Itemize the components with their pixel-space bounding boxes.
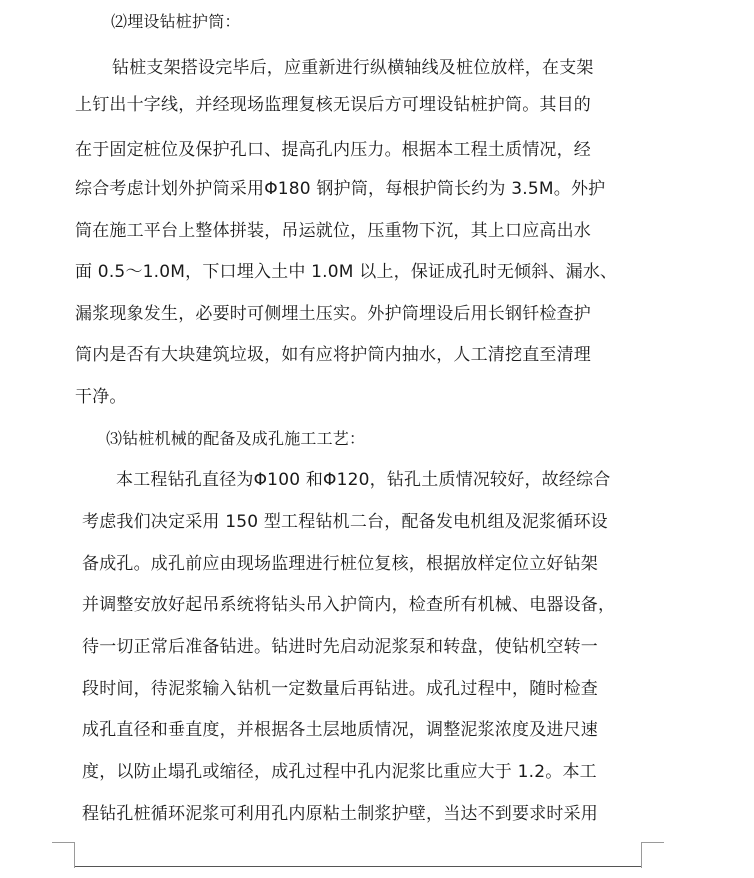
paragraph-line: 干净。 (75, 387, 127, 407)
crop-mark-left-horizontal (52, 842, 74, 843)
paragraph-line: 程钻孔桩循环泥浆可利用孔内原粘土制浆护壁，当达不到要求时采用 (82, 804, 598, 824)
paragraph-line: 成孔直径和垂直度，并根据各土层地质情况，调整泥浆浓度及进尺速 (82, 720, 598, 740)
page-bottom-boundary (74, 866, 642, 867)
paragraph-line: 备成孔。成孔前应由现场监理进行桩位复核，根据放样定位立好钻架 (82, 554, 598, 574)
paragraph-line: 待一切正常后准备钻进。钻进时先启动泥浆泵和转盘，使钻机空转一 (82, 637, 598, 657)
paragraph-line: 面 0.5～1.0M，下口埋入土中 1.0M 以上，保证成孔时无倾斜、漏水、 (75, 262, 618, 282)
section-heading-2: ⑵埋设钻桩护筒： (111, 12, 241, 31)
paragraph-line: 度，以防止塌孔或缩径，成孔过程中孔内泥浆比重应大于 1.2。本工 (82, 762, 597, 782)
paragraph-line: 综合考虑计划外护筒采用Φ180 钢护筒，每根护筒长约为 3.5M。外护 (75, 179, 606, 199)
paragraph-line: 考虑我们决定采用 150 型工程钻机二台，配备发电机组及泥浆循环设 (82, 512, 608, 532)
section-heading-3: ⑶钻桩机械的配备及成孔施工工艺： (106, 429, 366, 448)
paragraph-line: 漏浆现象发生，必要时可侧埋土压实。外护筒埋设后用长钢钎检查护 (75, 304, 591, 324)
crop-mark-right-vertical (641, 842, 642, 868)
paragraph-line: 筒内是否有大块建筑垃圾，如有应将护筒内抽水，人工清挖直至清理 (75, 345, 591, 365)
paragraph-line: 上钉出十字线，并经现场监理复核无误后方可埋设钻桩护筒。其目的 (75, 95, 591, 115)
paragraph-line: 筒在施工平台上整体拼装，吊运就位，压重物下沉，其上口应高出水 (75, 221, 591, 241)
paragraph-line: 在于固定桩位及保护孔口、提高孔内压力。根据本工程土质情况，经 (75, 140, 591, 160)
paragraph-line: 并调整安放好起吊系统将钻头吊入护筒内，检查所有机械、电器设备， (82, 595, 616, 615)
paragraph-line: 钻桩支架搭设完毕后，应重新进行纵横轴线及桩位放样，在支架 (112, 58, 594, 78)
crop-mark-right-horizontal (642, 842, 664, 843)
paragraph-line: 本工程钻孔直径为Φ100 和Φ120，钻孔土质情况较好，故经综合 (116, 470, 611, 490)
crop-mark-left-vertical (74, 842, 75, 868)
paragraph-line: 段时间，待泥浆输入钻机一定数量后再钻进。成孔过程中，随时检查 (82, 679, 598, 699)
